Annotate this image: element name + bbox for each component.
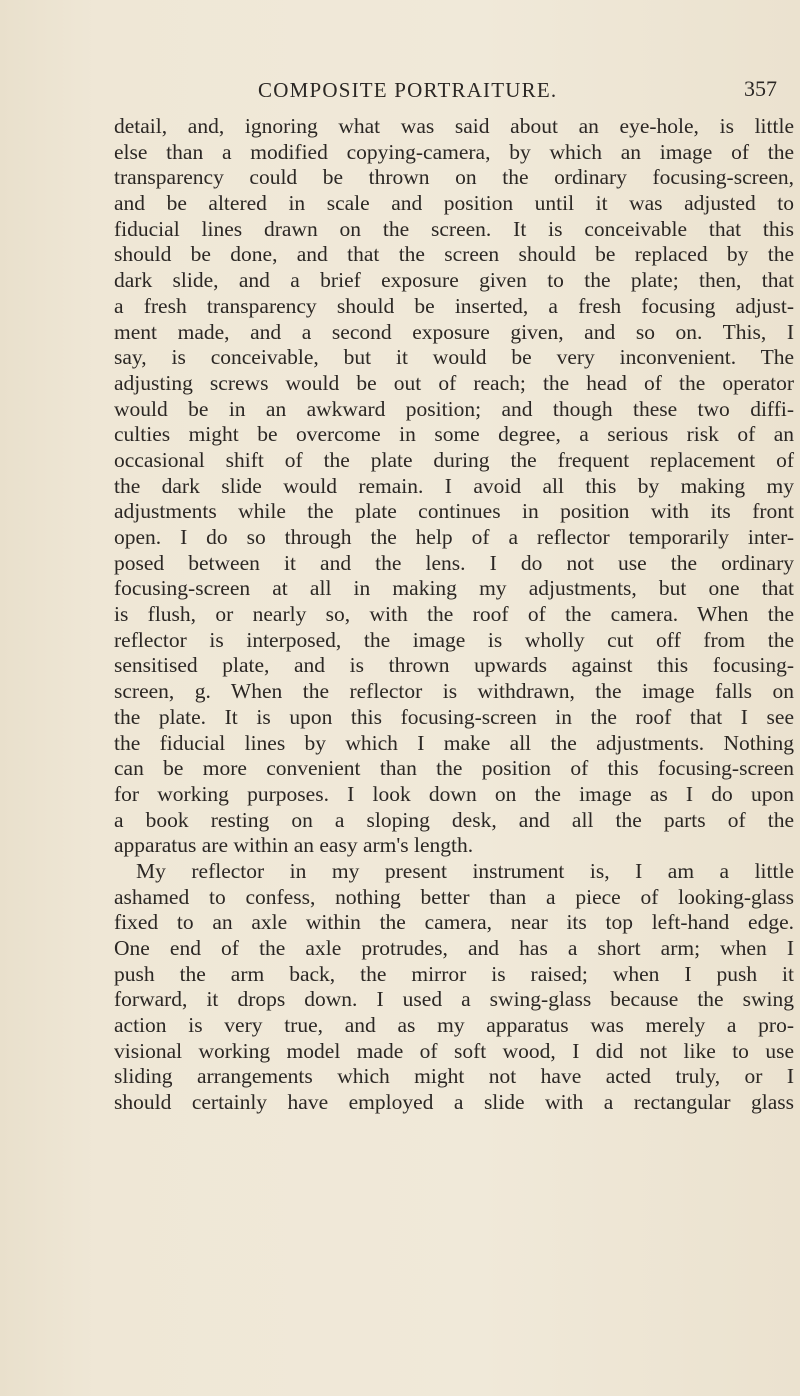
text-line: push the arm back, the mirror is raised; when I push it — [114, 961, 794, 986]
text-line: for working purposes. I look down on the image as I do upon — [114, 781, 794, 806]
text-line: the fiducial lines by which I make all the adjustments. Nothing — [114, 730, 794, 755]
text-line: adjustments while the plate continues in position with its front — [114, 499, 794, 524]
text-line: open. I do so through the help of a reflector temporarily inter- — [114, 525, 794, 549]
body-text — [114, 114, 794, 1116]
page-number: 357 — [744, 76, 777, 101]
text-line: My reflector in my present instrument is, I am a little — [136, 858, 794, 883]
text-line: One end of the axle protrudes, and has a short arm; when I — [114, 936, 794, 960]
text-line: sliding arrangements which might not have acted truly, or I — [114, 1064, 794, 1089]
text-line: adjusting screws would be out of reach; the head of the operator — [114, 370, 794, 395]
text-line: reflector is interposed, the image is wholly cut off from the — [114, 627, 794, 652]
text-line: focusing-screen at all in making my adjustments, but one that — [114, 576, 794, 601]
text-line: and be altered in scale and position until it was adjusted to — [114, 191, 794, 216]
text-line: else than a modified copying-camera, by which an image of the — [114, 139, 794, 164]
text-line: a book resting on a sloping desk, and all the parts of the — [114, 807, 794, 832]
text-line: fiducial lines drawn on the screen. It is conceivable that this — [114, 216, 794, 241]
text-line: the plate. It is upon this focusing-screen in the roof that I see — [114, 704, 794, 729]
text-line: ment made, and a second exposure given, and so on. This, I — [114, 319, 794, 344]
running-head — [0, 78, 800, 108]
text-line: a fresh transparency should be inserted, a fresh focusing adjust- — [114, 293, 794, 318]
text-line: detail, and, ignoring what was said about an eye-hole, is little — [114, 114, 794, 138]
text-line: forward, it drops down. I used a swing-glass because the swing — [114, 987, 794, 1012]
text-line: visional working model made of soft wood, I did not like to use — [114, 1038, 794, 1063]
text-line: the dark slide would remain. I avoid all this by making my — [114, 473, 794, 498]
text-line: dark slide, and a brief exposure given to the plate; then, that — [114, 268, 794, 293]
text-line: occasional shift of the plate during the frequent replacement of — [114, 447, 794, 472]
text-line: say, is conceivable, but it would be very inconvenient. The — [114, 345, 794, 370]
running-title: COMPOSITE PORTRAITURE. — [258, 78, 558, 102]
text-line: would be in an awkward position; and though these two diffi- — [114, 396, 794, 421]
text-line: screen, g. When the reflector is withdrawn, the image falls on — [114, 679, 794, 704]
text-line: posed between it and the lens. I do not use the ordinary — [114, 550, 794, 575]
text-line: culties might be overcome in some degree, a serious risk of an — [114, 422, 794, 447]
text-line: should certainly have employed a slide with a rectangular glass — [114, 1090, 794, 1115]
text-line: apparatus are within an easy arm's length. — [114, 833, 474, 858]
text-line: should be done, and that the screen should be replaced by the — [114, 242, 794, 267]
text-line: sensitised plate, and is thrown upwards against this focusing- — [114, 653, 794, 678]
text-line: ashamed to confess, nothing better than a piece of looking-glass — [114, 884, 794, 909]
text-line: transparency could be thrown on the ordinary focusing-screen, — [114, 165, 794, 190]
text-line: is flush, or nearly so, with the roof of the camera. When the — [114, 602, 794, 627]
text-line: action is very true, and as my apparatus was merely a pro- — [114, 1013, 794, 1038]
text-line: can be more convenient than the position of this focusing-screen — [114, 756, 794, 781]
text-line: fixed to an axle within the camera, near its top left-hand edge. — [114, 910, 794, 935]
